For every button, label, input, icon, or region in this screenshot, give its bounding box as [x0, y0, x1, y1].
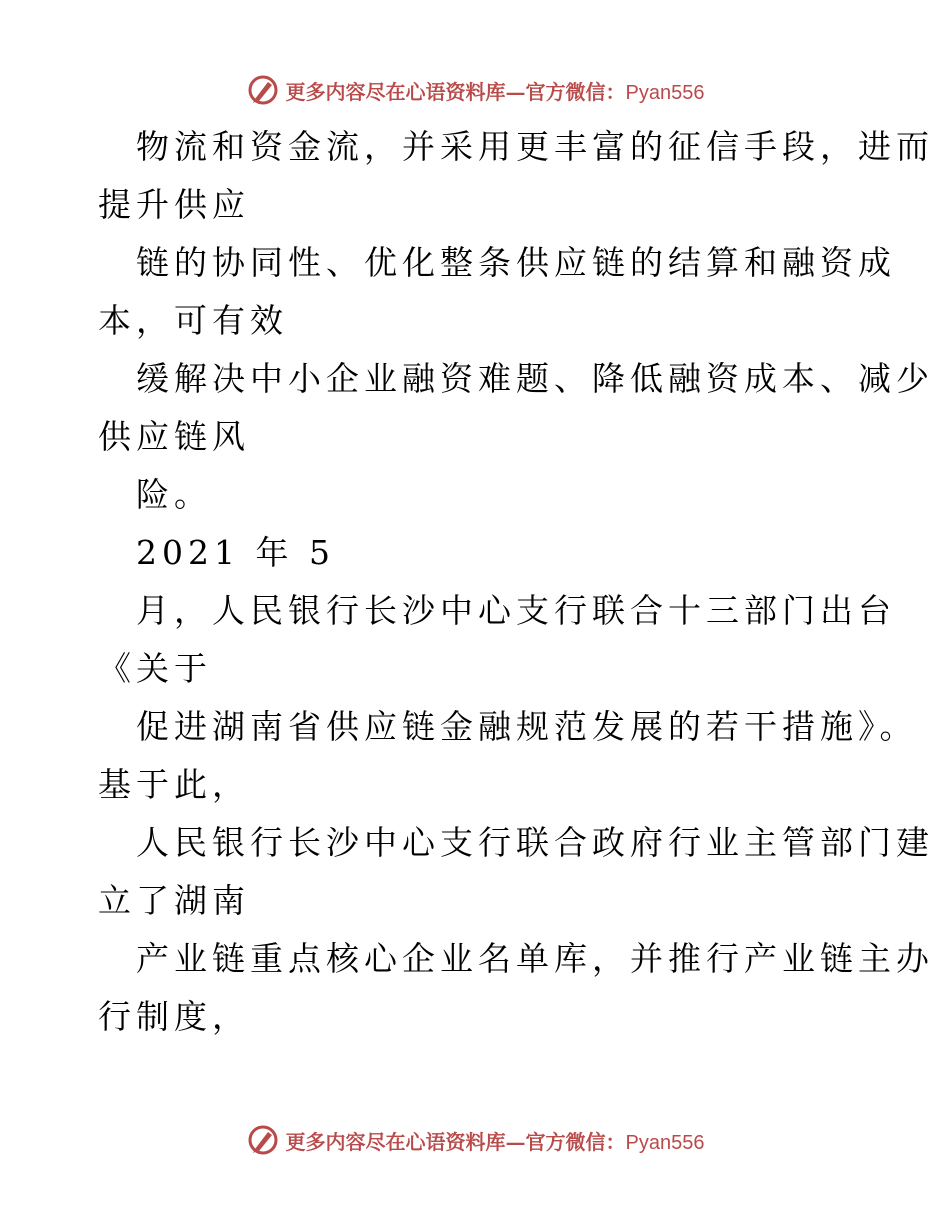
paragraph-line: 《关于	[98, 649, 212, 688]
paragraph-line: 提升供应	[98, 185, 250, 224]
paragraph-line: 2021 年 5	[136, 533, 335, 572]
paragraph-line: 月，人民银行长沙中心支行联合十三部门出台	[136, 591, 896, 630]
watermark-text: 更多内容尽在心语资料库—官方微信：Pyan556	[285, 79, 705, 104]
paragraph-line: 行制度，	[98, 997, 250, 1036]
pen-logo-icon	[246, 1123, 280, 1157]
paragraph-line: 物流和资金流，并采用更丰富的征信手段，进而	[136, 127, 934, 166]
header-watermark	[0, 70, 950, 110]
paragraph-line: 立了湖南	[98, 881, 250, 920]
paragraph-line: 供应链风	[98, 417, 250, 456]
paragraph-line: 产业链重点核心企业名单库，并推行产业链主办	[136, 939, 934, 978]
paragraph-line: 本，可有效	[98, 301, 288, 340]
watermark-text: 更多内容尽在心语资料库—官方微信：Pyan556	[285, 1129, 705, 1154]
document-body	[98, 118, 934, 1046]
paragraph-line: 促进湖南省供应链金融规范发展的若干措施》。	[136, 707, 918, 746]
paragraph-line: 险。	[136, 475, 212, 514]
footer-watermark	[0, 1120, 950, 1160]
paragraph-line: 缓解决中小企业融资难题、降低融资成本、减少	[136, 359, 934, 398]
paragraph-line: 人民银行长沙中心支行联合政府行业主管部门建	[136, 823, 934, 862]
paragraph-line: 基于此，	[98, 765, 250, 804]
pen-logo-icon	[246, 73, 280, 107]
paragraph-line: 链的协同性、优化整条供应链的结算和融资成	[136, 243, 896, 282]
